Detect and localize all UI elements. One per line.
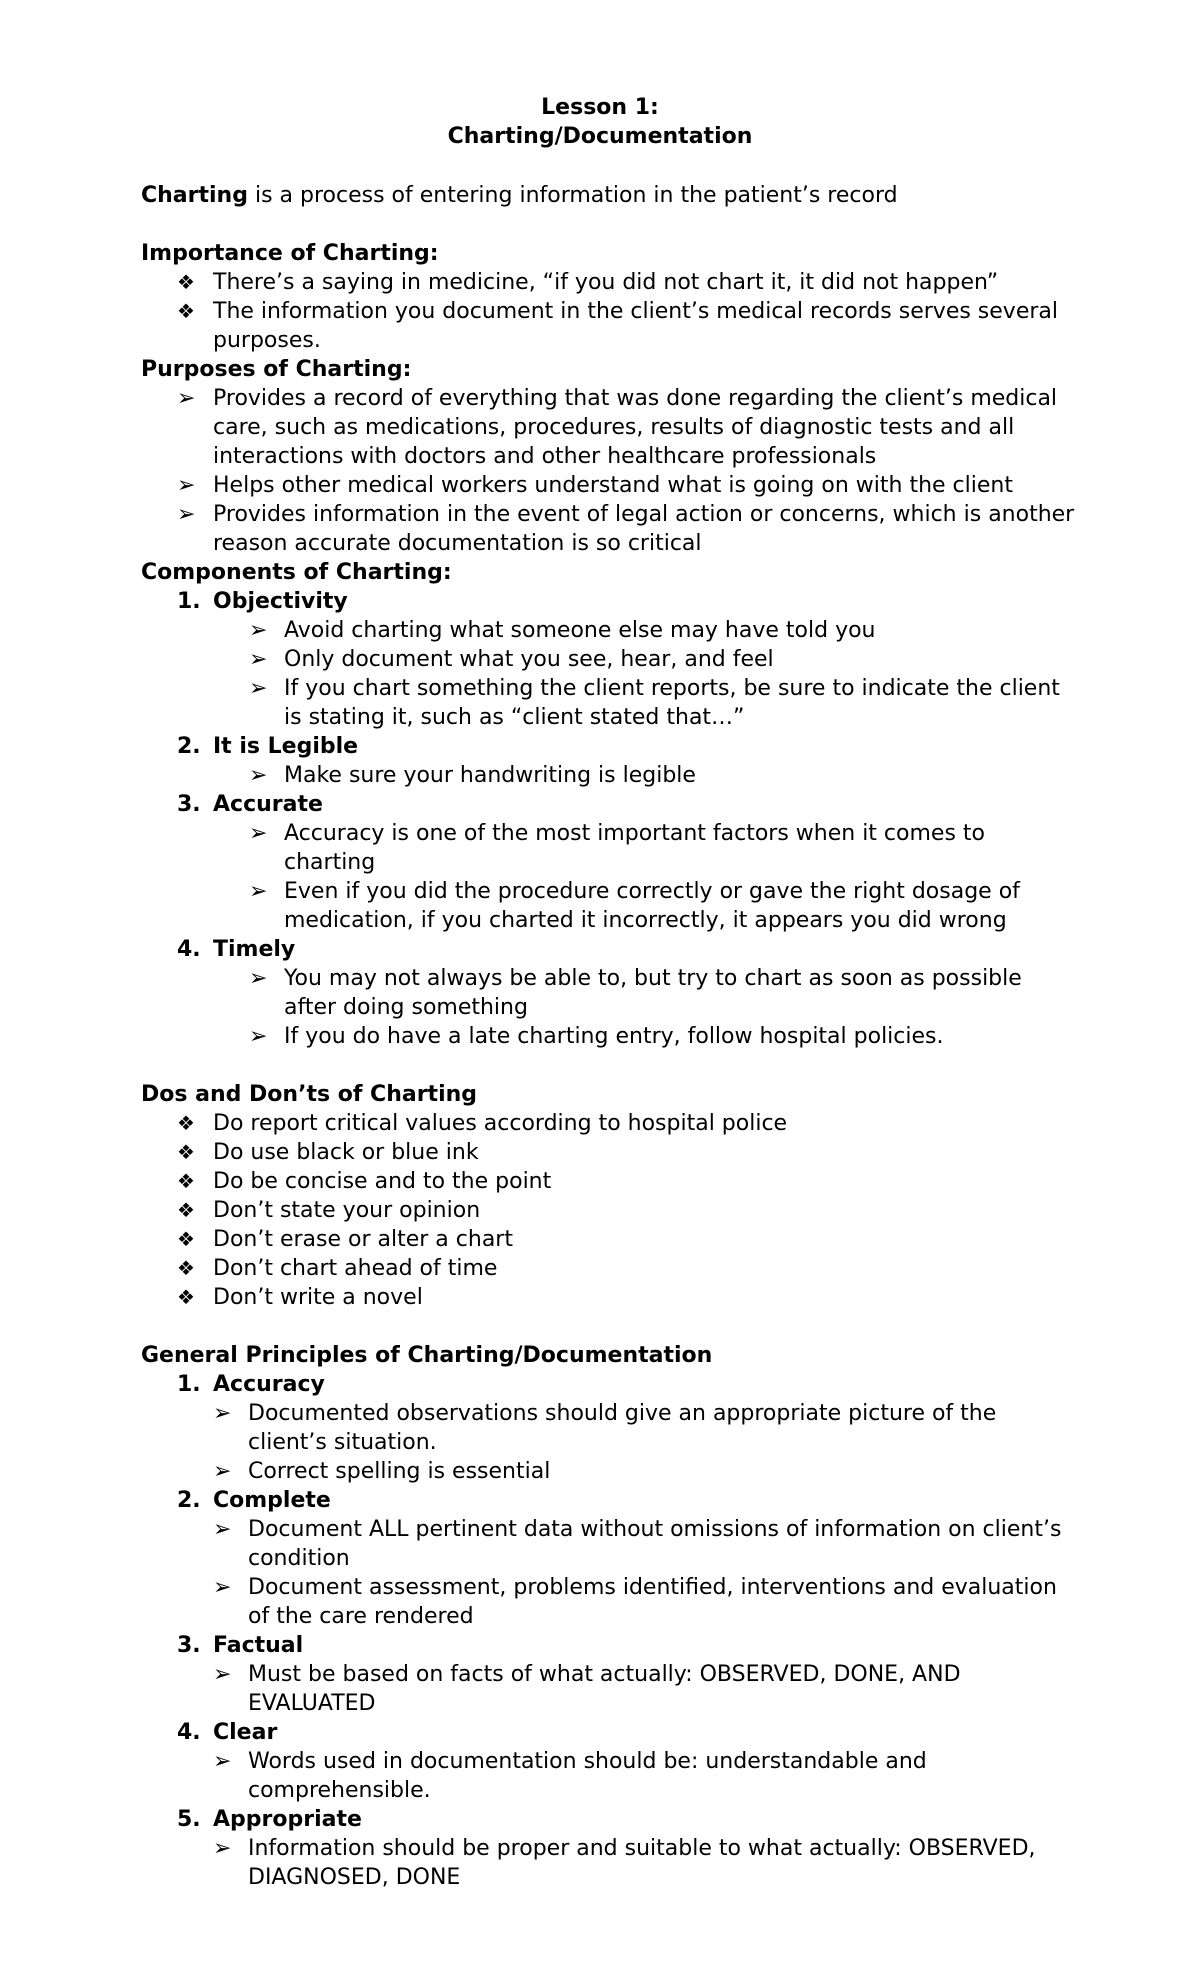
dos-donts-item: Don’t chart ahead of time (213, 1256, 498, 1281)
arrow-bullet-icon: ➢ (177, 386, 196, 411)
list-number: 4. (177, 937, 201, 962)
principle-item: Documented observations should give an appropriate picture of the (248, 1401, 997, 1426)
definition-paragraph (141, 181, 898, 210)
arrow-bullet-icon: ➢ (249, 821, 268, 846)
principle-item: Document assessment, problems identified, interventions and evaluation (248, 1575, 1057, 1600)
dos-donts-item: Do be concise and to the point (213, 1169, 552, 1194)
importance-item: There’s a saying in medicine, “if you did not chart it, it did not happen” (213, 270, 999, 295)
definition-text: is a process of entering information in the patient’s record (247, 183, 898, 208)
purposes-item-continued: care, such as medications, procedures, results of diagnostic tests and all (213, 415, 1015, 440)
diamond-bullet-icon: ❖ (177, 1256, 195, 1280)
dos-donts-item: Don’t state your opinion (213, 1198, 481, 1223)
component-item-continued: medication, if you charted it incorrectly, it appears you did wrong (284, 908, 1007, 933)
component-title: It is Legible (213, 734, 359, 759)
component-item-continued: charting (284, 850, 376, 875)
importance-item: The information you document in the client’s medical records serves several (213, 299, 1059, 324)
diamond-bullet-icon: ❖ (177, 1140, 195, 1164)
purposes-item: Provides information in the event of legal action or concerns, which is another (213, 502, 1075, 527)
arrow-bullet-icon: ➢ (249, 1024, 268, 1049)
component-item: Even if you did the procedure correctly or gave the right dosage of (284, 879, 1020, 904)
principle-item-continued: client’s situation. (248, 1430, 437, 1455)
definition-term: Charting (141, 183, 248, 208)
purposes-heading: Purposes of Charting: (141, 357, 412, 382)
principle-title: Accuracy (213, 1372, 325, 1397)
importance-item-continued: purposes. (213, 328, 321, 353)
component-item: Accuracy is one of the most important factors when it comes to (284, 821, 985, 846)
arrow-bullet-icon: ➢ (249, 676, 268, 701)
principle-item: Document ALL pertinent data without omissions of information on client’s (248, 1517, 1062, 1542)
component-item-continued: after doing something (284, 995, 528, 1020)
principle-title: Complete (213, 1488, 331, 1513)
dos-donts-heading: Dos and Don’ts of Charting (141, 1082, 478, 1107)
component-item: You may not always be able to, but try to chart as soon as possible (284, 966, 1022, 991)
list-number: 2. (177, 1488, 201, 1513)
diamond-bullet-icon: ❖ (177, 1169, 195, 1193)
purposes-item: Provides a record of everything that was done regarding the client’s medical (213, 386, 1058, 411)
principle-item-continued: condition (248, 1546, 350, 1571)
principle-title: Clear (213, 1720, 278, 1745)
principle-item: Correct spelling is essential (248, 1459, 551, 1484)
component-item: If you do have a late charting entry, follow hospital policies. (284, 1024, 944, 1049)
arrow-bullet-icon: ➢ (249, 618, 268, 643)
arrow-bullet-icon: ➢ (249, 879, 268, 904)
component-item-continued: is stating it, such as “client stated that…” (284, 705, 745, 730)
dos-donts-item: Do use black or blue ink (213, 1140, 479, 1165)
arrow-bullet-icon: ➢ (213, 1575, 232, 1600)
principle-item: Must be based on facts of what actually: OBSERVED, DONE, AND (248, 1662, 961, 1687)
component-title: Accurate (213, 792, 323, 817)
principle-item-continued: of the care rendered (248, 1604, 474, 1629)
arrow-bullet-icon: ➢ (213, 1662, 232, 1687)
purposes-item-continued: reason accurate documentation is so critical (213, 531, 702, 556)
arrow-bullet-icon: ➢ (213, 1749, 232, 1774)
arrow-bullet-icon: ➢ (177, 502, 196, 527)
principle-item: Words used in documentation should be: understandable and (248, 1749, 927, 1774)
principle-item-continued: EVALUATED (248, 1691, 376, 1716)
dos-donts-item: Don’t write a novel (213, 1285, 423, 1310)
diamond-bullet-icon: ❖ (177, 1227, 195, 1251)
component-item: Only document what you see, hear, and feel (284, 647, 774, 672)
list-number: 4. (177, 1720, 201, 1745)
component-title: Timely (213, 937, 296, 962)
principle-title: Factual (213, 1633, 304, 1658)
list-number: 1. (177, 1372, 201, 1397)
principle-item: Information should be proper and suitable to what actually: OBSERVED, (248, 1836, 1036, 1861)
dos-donts-item: Do report critical values according to hospital police (213, 1111, 788, 1136)
list-number: 5. (177, 1807, 201, 1832)
importance-heading: Importance of Charting: (141, 241, 439, 266)
principle-title: Appropriate (213, 1807, 362, 1832)
component-item: If you chart something the client reports, be sure to indicate the client (284, 676, 1060, 701)
arrow-bullet-icon: ➢ (213, 1459, 232, 1484)
principle-item-continued: DIAGNOSED, DONE (248, 1865, 461, 1890)
diamond-bullet-icon: ❖ (177, 1111, 195, 1135)
dos-donts-item: Don’t erase or alter a chart (213, 1227, 513, 1252)
arrow-bullet-icon: ➢ (249, 966, 268, 991)
arrow-bullet-icon: ➢ (249, 763, 268, 788)
arrow-bullet-icon: ➢ (177, 473, 196, 498)
diamond-bullet-icon: ❖ (177, 1198, 195, 1222)
arrow-bullet-icon: ➢ (249, 647, 268, 672)
list-number: 3. (177, 1633, 201, 1658)
diamond-bullet-icon: ❖ (177, 299, 195, 323)
page-title: Charting/Documentation (447, 124, 753, 149)
purposes-item-continued: interactions with doctors and other healthcare professionals (213, 444, 877, 469)
arrow-bullet-icon: ➢ (213, 1836, 232, 1861)
component-item: Make sure your handwriting is legible (284, 763, 696, 788)
list-number: 1. (177, 589, 201, 614)
principle-item-continued: comprehensible. (248, 1778, 431, 1803)
list-number: 3. (177, 792, 201, 817)
purposes-item: Helps other medical workers understand what is going on with the client (213, 473, 1013, 498)
components-heading: Components of Charting: (141, 560, 452, 585)
list-number: 2. (177, 734, 201, 759)
diamond-bullet-icon: ❖ (177, 1285, 195, 1309)
diamond-bullet-icon: ❖ (177, 270, 195, 294)
component-item: Avoid charting what someone else may have told you (284, 618, 876, 643)
principles-heading: General Principles of Charting/Documentation (141, 1343, 713, 1368)
component-title: Objectivity (213, 589, 348, 614)
arrow-bullet-icon: ➢ (213, 1401, 232, 1426)
arrow-bullet-icon: ➢ (213, 1517, 232, 1542)
lesson-number: Lesson 1: (541, 95, 659, 120)
